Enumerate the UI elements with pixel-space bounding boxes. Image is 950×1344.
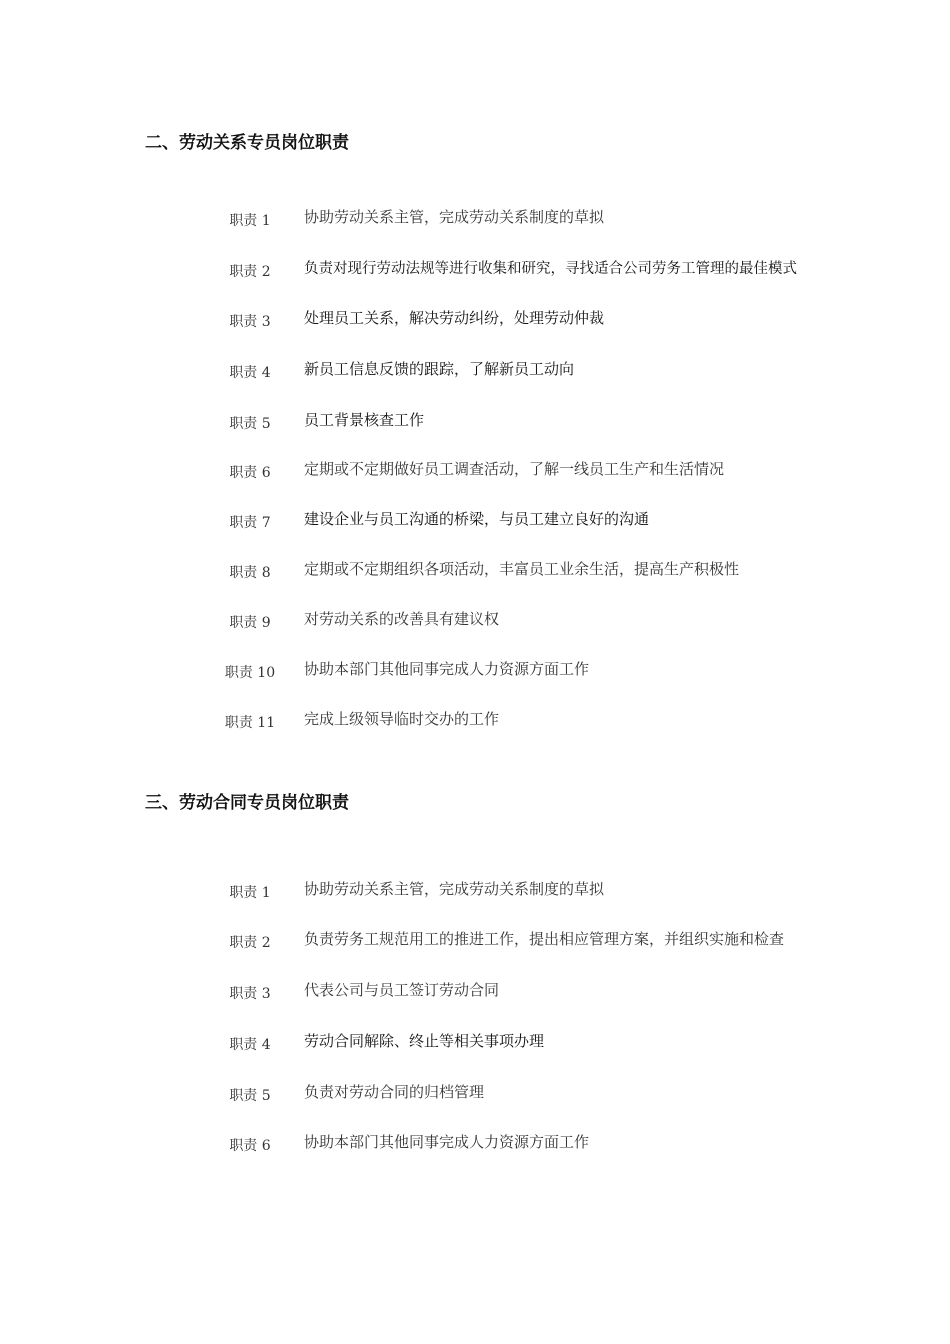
duty-text: 建设企业与员工沟通的桥梁，与员工建立良好的沟通	[304, 510, 650, 528]
duty-row	[0, 878, 950, 904]
duty-label: 职责 1	[229, 885, 271, 901]
duty-row	[0, 409, 950, 435]
section-title-labor-relations: 二、劳动关系专员岗位职责	[145, 133, 349, 153]
duty-label: 职责 9	[229, 615, 271, 631]
duty-row	[0, 307, 950, 333]
duty-label: 职责 5	[229, 416, 271, 432]
duty-label: 职责 2	[229, 264, 271, 280]
duty-label: 职责 1	[229, 213, 271, 229]
duty-label: 职责 3	[229, 314, 271, 330]
duty-text: 代表公司与员工签订劳动合同	[304, 981, 500, 999]
duty-text: 负责对劳动合同的归档管理	[304, 1083, 485, 1101]
duty-text: 处理员工关系，解决劳动纠纷，处理劳动仲裁	[304, 309, 605, 327]
duty-row	[0, 358, 950, 384]
duty-row	[0, 458, 950, 484]
duty-row	[0, 1030, 950, 1056]
duty-text: 协助劳动关系主管，完成劳动关系制度的草拟	[304, 208, 605, 226]
duty-row	[0, 708, 950, 734]
duty-label: 职责 7	[229, 515, 271, 531]
duty-text: 负责劳务工规范用工的推进工作，提出相应管理方案，并组织实施和检查	[304, 930, 785, 948]
duty-text: 定期或不定期组织各项活动，丰富员工业余生活，提高生产积极性	[304, 560, 740, 578]
section-title-labor-contract: 三、劳动合同专员岗位职责	[145, 793, 349, 813]
duty-label: 职责 3	[229, 986, 271, 1002]
duty-label: 职责 6	[229, 465, 271, 481]
duty-label: 职责 2	[229, 935, 271, 951]
duty-row	[0, 508, 950, 534]
duty-row	[0, 658, 950, 684]
duty-row	[0, 608, 950, 634]
duty-text: 负责对现行劳动法规等进行收集和研究，寻找适合公司劳务工管理的最佳模式	[304, 261, 797, 277]
duty-text: 新员工信息反馈的跟踪，了解新员工动向	[304, 360, 575, 378]
duty-label: 职责 11	[224, 715, 276, 731]
duty-text: 定期或不定期做好员工调查活动，了解一线员工生产和生活情况	[304, 460, 725, 478]
duty-label: 职责 4	[229, 1037, 271, 1053]
duty-text: 协助本部门其他同事完成人力资源方面工作	[304, 660, 590, 678]
duty-row	[0, 928, 950, 954]
duty-row	[0, 979, 950, 1005]
duty-label: 职责 4	[229, 365, 271, 381]
duty-text: 完成上级领导临时交办的工作	[304, 710, 500, 728]
duty-label: 职责 10	[224, 665, 276, 681]
duty-row	[0, 1131, 950, 1157]
duty-text: 员工背景核查工作	[304, 411, 425, 429]
duty-label: 职责 6	[229, 1138, 271, 1154]
duty-text: 对劳动关系的改善具有建议权	[304, 610, 500, 628]
duty-row	[0, 206, 950, 232]
duty-text: 协助本部门其他同事完成人力资源方面工作	[304, 1133, 590, 1151]
duty-row	[0, 558, 950, 584]
duty-text: 劳动合同解除、终止等相关事项办理	[304, 1032, 545, 1050]
duty-row	[0, 1081, 950, 1107]
duty-text: 协助劳动关系主管，完成劳动关系制度的草拟	[304, 880, 605, 898]
duty-label: 职责 5	[229, 1088, 271, 1104]
duty-row	[0, 257, 950, 283]
duty-label: 职责 8	[229, 565, 271, 581]
